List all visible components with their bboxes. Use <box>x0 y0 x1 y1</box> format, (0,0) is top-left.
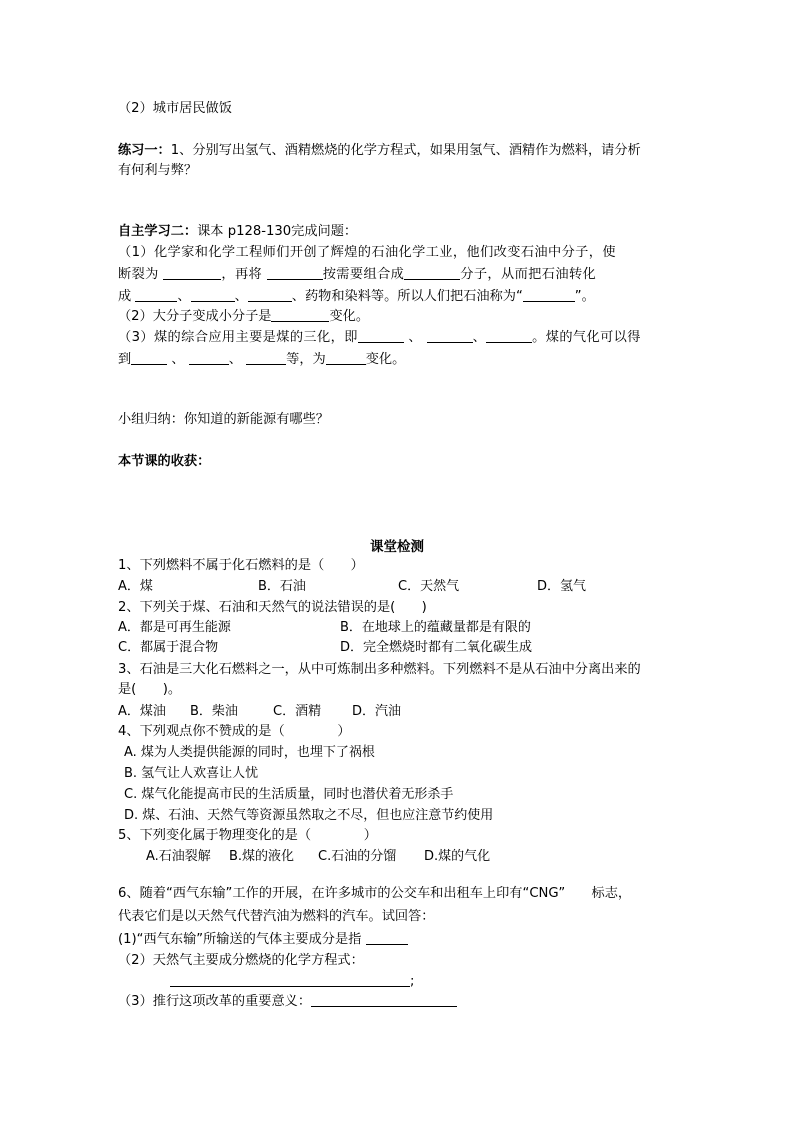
q3-line-1 <box>118 328 641 348</box>
q6-sub-3-text: （3）推行这项改革的重要意义： <box>118 994 312 1009</box>
exercise-1-text: 1、分别写出氢气、酒精燃烧的化学方程式，如果用氢气、酒精作为燃料，请分析 <box>170 143 641 158</box>
q5-option-b: B.煤的液化 <box>229 849 295 864</box>
q2-text-a: （2）大分子变成小分子是 <box>118 309 272 324</box>
q3-option-a: A．煤油 <box>118 704 166 719</box>
blank-field[interactable] <box>486 328 532 343</box>
q5-option-d: D.煤的气化 <box>424 849 491 864</box>
exercise-1-line-1 <box>118 141 641 161</box>
q1-text-i: ”。 <box>574 289 595 304</box>
blank-field[interactable] <box>311 992 457 1007</box>
self-study-2-header <box>118 222 357 242</box>
q2-option-c: C．都属于混合物 <box>118 640 219 655</box>
q4-option-c: C. 煤气化能提高市民的生活质量，同时也潜伏着无形杀手 <box>124 787 454 802</box>
q3-text-i: 变化。 <box>365 352 406 367</box>
q1-text-g: 、 <box>234 289 248 304</box>
quiz-q6-sub-2: （2）天然气主要成分燃烧的化学方程式： <box>118 953 364 968</box>
q3-option-c: C．酒精 <box>273 704 322 719</box>
q3-text-a: （3）煤的综合应用主要是煤的三化，即 <box>118 330 358 345</box>
q3-text-h: 等，为 <box>286 352 326 367</box>
blank-field[interactable] <box>191 287 235 302</box>
blank-field[interactable] <box>189 350 229 365</box>
q1-text-h: 、药物和染料等。所以人们把石油称为“ <box>291 289 523 304</box>
q1-text-d: 分子，从而把石油转化 <box>460 267 597 282</box>
q1-text-c: 按需要组合成 <box>322 267 405 282</box>
quiz-q1: 1、下列燃料不属于化石燃料的是（ ） <box>118 558 364 573</box>
self-study-2-label: 自主学习二： <box>118 224 198 239</box>
q1-option-c: C．天然气 <box>398 579 460 594</box>
quiz-q6-line-1: 6、随着“西气东输”工作的开展，在许多城市的公交车和出租车上印有“CNG” 标志， <box>118 886 632 901</box>
q5-option-a: A.石油裂解 <box>146 849 211 864</box>
q3-option-d: D．汽油 <box>352 704 402 719</box>
q1-text-e: 成 <box>118 289 132 304</box>
blank-field[interactable] <box>170 972 410 987</box>
blank-field[interactable] <box>271 307 329 322</box>
q2-option-b: B．在地球上的蕴藏量都是有限的 <box>340 620 531 635</box>
q1-option-d: D．氢气 <box>537 579 587 594</box>
blank-field[interactable] <box>366 930 408 945</box>
q1-option-a: A．煤 <box>118 579 153 594</box>
q2-option-d: D．完全燃烧时都有二氧化碳生成 <box>340 640 533 655</box>
blank-field[interactable] <box>131 350 167 365</box>
q3-text-b: 、 <box>408 330 422 345</box>
q1-text-a: 断裂为 <box>118 267 159 282</box>
blank-field[interactable] <box>358 328 404 343</box>
q2-text-b: 变化。 <box>329 309 370 324</box>
q3-text-e: 到 <box>118 352 132 367</box>
quiz-q2: 2、下列关于煤、石油和天然气的说法错误的是( ) <box>118 600 427 615</box>
q4-option-b: B. 氢气让人欢喜让人忧 <box>124 766 259 781</box>
blank-field[interactable] <box>246 350 286 365</box>
blank-field[interactable] <box>523 287 575 302</box>
self-study-2-intro: 课本 p128-130完成问题： <box>197 224 358 239</box>
blank-field[interactable] <box>248 287 292 302</box>
q3-line-2 <box>118 350 405 370</box>
blank-field[interactable] <box>163 265 221 280</box>
item-2-city-cooking: （2）城市居民做饭 <box>118 101 232 116</box>
exercise-1-label: 练习一： <box>118 143 171 158</box>
quiz-q3-line-2: 是( )。 <box>118 682 182 697</box>
quiz-q4: 4、下列观点你不赞成的是（ ） <box>118 724 351 739</box>
quiz-q6-sub-3 <box>118 992 457 1012</box>
blank-field[interactable] <box>326 350 366 365</box>
q4-option-a: A. 煤为人类提供能源的同时，也埋下了祸根 <box>124 745 375 760</box>
q3-text-g: 、 <box>228 352 242 367</box>
q6-equation-line <box>170 972 414 992</box>
quiz-title: 课堂检测 <box>370 539 424 555</box>
q1-line-3 <box>118 287 595 307</box>
quiz-q3-line-1: 3、石油是三大化石燃料之一，从中可炼制出多种燃料。下列燃料不是从石油中分离出来的 <box>118 662 641 677</box>
q3-option-b: B．柴油 <box>190 704 238 719</box>
blank-field[interactable] <box>135 287 177 302</box>
exercise-1-line-2: 有何利与弊？ <box>118 163 198 178</box>
blank-field[interactable] <box>404 265 460 280</box>
group-summary: 小组归纳：你知道的新能源有哪些？ <box>118 412 329 427</box>
q1-line-1: （1）化学家和化学工程师们开创了辉煌的石油化学工业，他们改变石油中分子，使 <box>118 245 616 260</box>
blank-field[interactable] <box>427 328 473 343</box>
q1-line-2 <box>118 265 596 285</box>
q2-option-a: A．都是可再生能源 <box>118 620 231 635</box>
q2-line <box>118 307 369 327</box>
quiz-q6-sub-1 <box>118 930 408 950</box>
quiz-q6-line-2: 代表它们是以天然气代替汽油为燃料的汽车。试回答： <box>118 909 435 924</box>
q3-text-d: 。煤的气化可以得 <box>532 330 641 345</box>
q3-text-c: 、 <box>472 330 487 345</box>
q1-text-f: 、 <box>177 289 191 304</box>
q6-semicolon: ; <box>410 974 415 989</box>
quiz-q5: 5、下列变化属于物理变化的是（ ） <box>118 828 377 843</box>
q1-text-b: ，再将 <box>221 267 263 282</box>
q3-text-f: 、 <box>171 352 185 367</box>
q4-option-d: D. 煤、石油、天然气等资源虽然取之不尽，但也应注意节约使用 <box>124 808 494 823</box>
q1-option-b: B．石油 <box>258 579 306 594</box>
q5-option-c: C.石油的分馏 <box>318 849 397 864</box>
blank-field[interactable] <box>267 265 323 280</box>
lesson-harvest: 本节课的收获： <box>118 454 211 469</box>
q6-sub-1-text: (1)“西气东输”所输送的气体主要成分是指 <box>118 932 362 947</box>
